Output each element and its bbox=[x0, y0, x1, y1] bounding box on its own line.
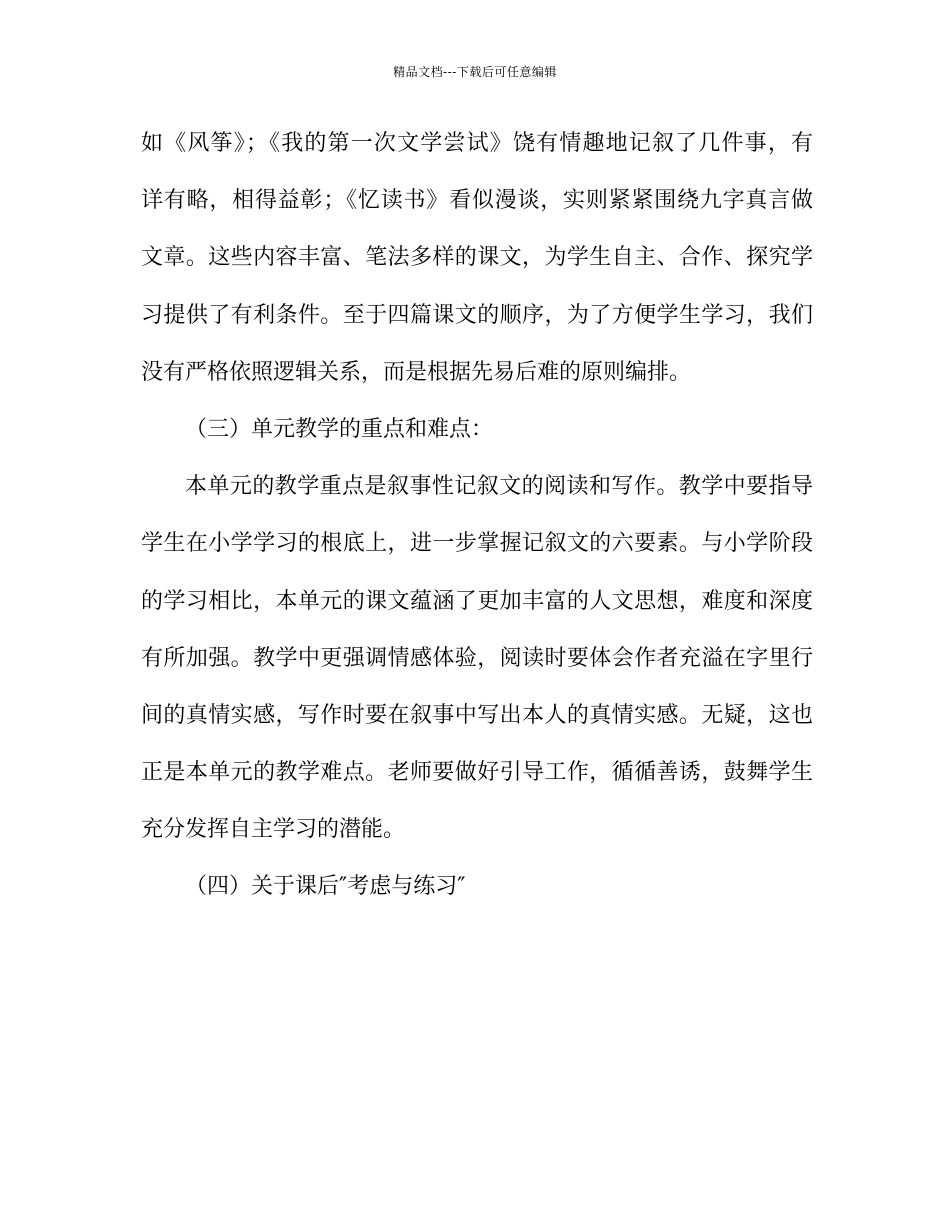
text-line: 间的真情实感，写作时要在叙事中写出本人的真情实感。无疑，这也 bbox=[141, 702, 813, 728]
page-header: 精品文档---下载后可任意编辑 bbox=[393, 65, 557, 79]
text-line: 学生在小学学习的根底上，进一步掌握记叙文的六要素。与小学阶段 bbox=[141, 531, 813, 557]
text-line: 详有略，相得益彰；《忆读书》看似漫谈，实则紧紧围绕九字真言做 bbox=[141, 188, 813, 214]
text-line: 没有严格依照逻辑关系，而是根据先易后难的原则编排。 bbox=[141, 359, 692, 385]
text-line: 充分发挥自主学习的潜能。 bbox=[141, 817, 406, 843]
section-heading: （四）关于课后″考虑与练习″ bbox=[185, 874, 466, 900]
text-line: 习提供了有利条件。至于四篇课文的顺序，为了方便学生学习，我们 bbox=[141, 302, 813, 328]
text-line: 有所加强。教学中更强调情感体验，阅读时要体会作者充溢在字里行 bbox=[141, 645, 813, 671]
text-line: 本单元的教学重点是叙事性记叙文的阅读和写作。教学中要指导 bbox=[185, 474, 813, 500]
text-line: 如《风筝》；《我的第一次文学尝试》饶有情趣地记叙了几件事，有 bbox=[141, 131, 813, 156]
text-line: 的学习相比，本单元的课文蕴涵了更加丰富的人文思想，难度和深度 bbox=[141, 588, 813, 614]
section-heading: （三）单元教学的重点和难点： bbox=[185, 416, 494, 442]
text-line: 文章。这些内容丰富、笔法多样的课文，为学生自主、合作、探究学 bbox=[141, 245, 813, 271]
body-text bbox=[141, 122, 813, 923]
text-line: 正是本单元的教学难点。老师要做好引导工作，循循善诱，鼓舞学生 bbox=[141, 760, 813, 786]
